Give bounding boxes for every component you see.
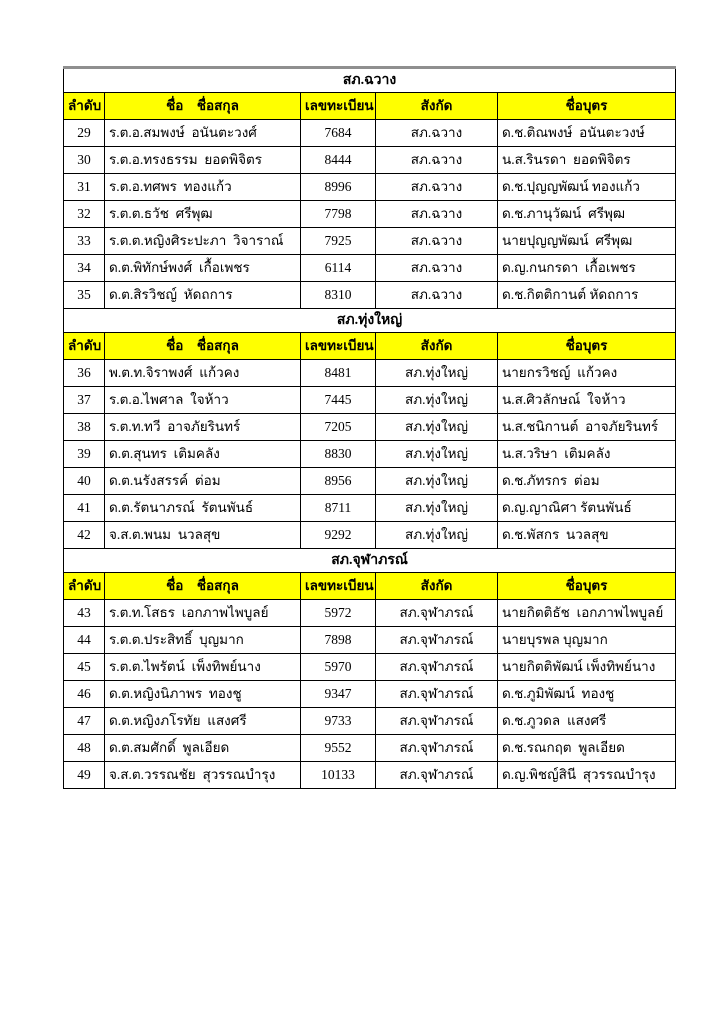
cell-regno: 8830 [301, 441, 376, 468]
table-row [64, 708, 676, 735]
cell-name: ร.ต.ท.ทวี อาจภัยรินทร์ [105, 414, 301, 441]
column-header-no: ลำดับ [64, 573, 105, 600]
cell-name: ด.ต.หญิงนิภาพร ทองชู [105, 681, 301, 708]
cell-regno: 8444 [301, 147, 376, 174]
personnel-roster-table [63, 66, 676, 789]
table-row [64, 654, 676, 681]
cell-unit: สภ.ทุ่งใหญ่ [376, 495, 498, 522]
cell-regno: 7925 [301, 228, 376, 255]
table-row [64, 255, 676, 282]
column-header-regno: เลขทะเบียน [301, 93, 376, 120]
cell-no: 34 [64, 255, 105, 282]
cell-no: 30 [64, 147, 105, 174]
cell-name: ร.ต.ต.หญิงศิระปะภา วิจาราณ์ [105, 228, 301, 255]
table-header-row [64, 573, 676, 600]
section-title-row [64, 68, 676, 93]
cell-unit: สภ.ทุ่งใหญ่ [376, 387, 498, 414]
cell-regno: 7684 [301, 120, 376, 147]
cell-name: ด.ต.สมศักดิ์ พูลเอียด [105, 735, 301, 762]
cell-no: 38 [64, 414, 105, 441]
cell-unit: สภ.ฉวาง [376, 255, 498, 282]
cell-unit: สภ.จุฬาภรณ์ [376, 600, 498, 627]
table-row [64, 600, 676, 627]
cell-unit: สภ.จุฬาภรณ์ [376, 654, 498, 681]
cell-child: ด.ญ.ญาณิศา รัตนพันธ์ [498, 495, 676, 522]
cell-regno: 8310 [301, 282, 376, 309]
column-header-child: ชื่อบุตร [498, 573, 676, 600]
cell-name: ด.ต.รัตนาภรณ์ รัตนพันธ์ [105, 495, 301, 522]
cell-unit: สภ.ฉวาง [376, 201, 498, 228]
table-row [64, 468, 676, 495]
cell-no: 39 [64, 441, 105, 468]
cell-name: ร.ต.ต.ประสิทธิ์ บุญมาก [105, 627, 301, 654]
cell-no: 41 [64, 495, 105, 522]
table-row [64, 414, 676, 441]
cell-unit: สภ.จุฬาภรณ์ [376, 735, 498, 762]
cell-child: นายกรวิชญ์ แก้วคง [498, 360, 676, 387]
cell-no: 42 [64, 522, 105, 549]
cell-regno: 8711 [301, 495, 376, 522]
table-row [64, 174, 676, 201]
column-header-no: ลำดับ [64, 333, 105, 360]
cell-child: นายปุญญพัฒน์ ศรีพุฒ [498, 228, 676, 255]
column-header-name: ชื่อ ชื่อสกุล [105, 573, 301, 600]
cell-regno: 7445 [301, 387, 376, 414]
cell-name: ร.ต.อ.ทรงธรรม ยอดพิจิตร [105, 147, 301, 174]
column-header-unit: สังกัด [376, 333, 498, 360]
cell-no: 40 [64, 468, 105, 495]
cell-name: พ.ต.ท.จิราพงศ์ แก้วคง [105, 360, 301, 387]
cell-regno: 7898 [301, 627, 376, 654]
cell-unit: สภ.ฉวาง [376, 228, 498, 255]
cell-child: นายกิตติพัฒน์ เพ็งทิพย์นาง [498, 654, 676, 681]
cell-child: ด.ญ.พิชญ์สินี สุวรรณบำรุง [498, 762, 676, 789]
cell-unit: สภ.ทุ่งใหญ่ [376, 468, 498, 495]
table-row [64, 495, 676, 522]
section-title: สภ.จุฬาภรณ์ [64, 549, 676, 573]
cell-no: 31 [64, 174, 105, 201]
section-title: สภ.ฉวาง [64, 68, 676, 93]
cell-name: จ.ส.ต.พนม นวลสุข [105, 522, 301, 549]
table-row [64, 522, 676, 549]
table-header-row [64, 333, 676, 360]
roster-table-body [64, 68, 676, 789]
cell-name: ร.ต.อ.สมพงษ์ อนันตะวงศ์ [105, 120, 301, 147]
cell-regno: 9347 [301, 681, 376, 708]
cell-child: น.ส.ศิวลักษณ์ ใจห้าว [498, 387, 676, 414]
section-title: สภ.ทุ่งใหญ่ [64, 309, 676, 333]
cell-child: ด.ช.ปุญญพัฒน์ ทองแก้ว [498, 174, 676, 201]
cell-name: ด.ต.นรังสรรค์ ต่อม [105, 468, 301, 495]
cell-no: 48 [64, 735, 105, 762]
cell-unit: สภ.ฉวาง [376, 147, 498, 174]
cell-unit: สภ.จุฬาภรณ์ [376, 708, 498, 735]
cell-no: 45 [64, 654, 105, 681]
cell-child: ด.ช.กิตติกานต์ หัดถการ [498, 282, 676, 309]
column-header-name: ชื่อ ชื่อสกุล [105, 333, 301, 360]
column-header-child: ชื่อบุตร [498, 333, 676, 360]
cell-name: ด.ต.พิทักษ์พงศ์ เกื้อเพชร [105, 255, 301, 282]
cell-regno: 10133 [301, 762, 376, 789]
cell-regno: 8481 [301, 360, 376, 387]
cell-no: 46 [64, 681, 105, 708]
cell-regno: 8996 [301, 174, 376, 201]
cell-name: ร.ต.ท.โสธร เอกภาพไพบูลย์ [105, 600, 301, 627]
cell-regno: 5970 [301, 654, 376, 681]
cell-name: ด.ต.สุนทร เติมคลัง [105, 441, 301, 468]
table-row [64, 441, 676, 468]
table-row [64, 228, 676, 255]
section-title-row [64, 309, 676, 333]
cell-unit: สภ.ฉวาง [376, 120, 498, 147]
cell-no: 49 [64, 762, 105, 789]
cell-child: น.ส.รินรดา ยอดพิจิตร [498, 147, 676, 174]
cell-child: นายบุรพล บุญมาก [498, 627, 676, 654]
table-row [64, 681, 676, 708]
cell-name: ด.ต.หญิงภโรทัย แสงศรี [105, 708, 301, 735]
column-header-regno: เลขทะเบียน [301, 333, 376, 360]
cell-unit: สภ.จุฬาภรณ์ [376, 762, 498, 789]
cell-unit: สภ.ทุ่งใหญ่ [376, 414, 498, 441]
cell-regno: 7798 [301, 201, 376, 228]
cell-unit: สภ.ทุ่งใหญ่ [376, 522, 498, 549]
table-row [64, 627, 676, 654]
cell-no: 33 [64, 228, 105, 255]
table-row [64, 735, 676, 762]
cell-unit: สภ.ทุ่งใหญ่ [376, 441, 498, 468]
cell-regno: 7205 [301, 414, 376, 441]
cell-child: ด.ช.ภานุวัฒน์ ศรีพุฒ [498, 201, 676, 228]
cell-no: 36 [64, 360, 105, 387]
column-header-unit: สังกัด [376, 93, 498, 120]
cell-child: ด.ช.ภูวดล แสงศรี [498, 708, 676, 735]
cell-child: ด.ช.ภูมิพัฒน์ ทองชู [498, 681, 676, 708]
table-row [64, 360, 676, 387]
table-header-row [64, 93, 676, 120]
cell-no: 29 [64, 120, 105, 147]
cell-unit: สภ.ฉวาง [376, 174, 498, 201]
cell-child: ด.ช.พัสกร นวลสุข [498, 522, 676, 549]
cell-child: น.ส.ชนิกานต์ อาจภัยรินทร์ [498, 414, 676, 441]
cell-no: 35 [64, 282, 105, 309]
cell-no: 43 [64, 600, 105, 627]
column-header-child: ชื่อบุตร [498, 93, 676, 120]
cell-unit: สภ.จุฬาภรณ์ [376, 681, 498, 708]
table-row [64, 282, 676, 309]
cell-child: นายกิตติธัช เอกภาพไพบูลย์ [498, 600, 676, 627]
cell-name: จ.ส.ต.วรรณชัย สุวรรณบำรุง [105, 762, 301, 789]
table-row [64, 762, 676, 789]
cell-name: ร.ต.อ.ทศพร ทองแก้ว [105, 174, 301, 201]
cell-child: ด.ญ.กนกรดา เกื้อเพชร [498, 255, 676, 282]
table-row [64, 387, 676, 414]
column-header-no: ลำดับ [64, 93, 105, 120]
table-row [64, 147, 676, 174]
cell-unit: สภ.ทุ่งใหญ่ [376, 360, 498, 387]
table-row [64, 201, 676, 228]
cell-name: ด.ต.สิรวิชญ์ หัดถการ [105, 282, 301, 309]
cell-child: ด.ช.ติณพงษ์ อนันตะวงษ์ [498, 120, 676, 147]
table-row [64, 120, 676, 147]
cell-name: ร.ต.ต.ไพรัตน์ เพ็งทิพย์นาง [105, 654, 301, 681]
cell-unit: สภ.จุฬาภรณ์ [376, 627, 498, 654]
cell-unit: สภ.ฉวาง [376, 282, 498, 309]
cell-child: ด.ช.รณกฤต พูลเอียด [498, 735, 676, 762]
cell-no: 47 [64, 708, 105, 735]
cell-no: 32 [64, 201, 105, 228]
column-header-unit: สังกัด [376, 573, 498, 600]
cell-regno: 8956 [301, 468, 376, 495]
column-header-regno: เลขทะเบียน [301, 573, 376, 600]
cell-regno: 9733 [301, 708, 376, 735]
cell-no: 44 [64, 627, 105, 654]
cell-child: น.ส.วริษา เติมคลัง [498, 441, 676, 468]
cell-name: ร.ต.ต.ธวัช ศรีพุฒ [105, 201, 301, 228]
cell-child: ด.ช.ภัทรกร ต่อม [498, 468, 676, 495]
cell-regno: 9552 [301, 735, 376, 762]
cell-regno: 6114 [301, 255, 376, 282]
cell-name: ร.ต.อ.ไพศาล ใจห้าว [105, 387, 301, 414]
cell-no: 37 [64, 387, 105, 414]
column-header-name: ชื่อ ชื่อสกุล [105, 93, 301, 120]
cell-regno: 5972 [301, 600, 376, 627]
cell-regno: 9292 [301, 522, 376, 549]
section-title-row [64, 549, 676, 573]
